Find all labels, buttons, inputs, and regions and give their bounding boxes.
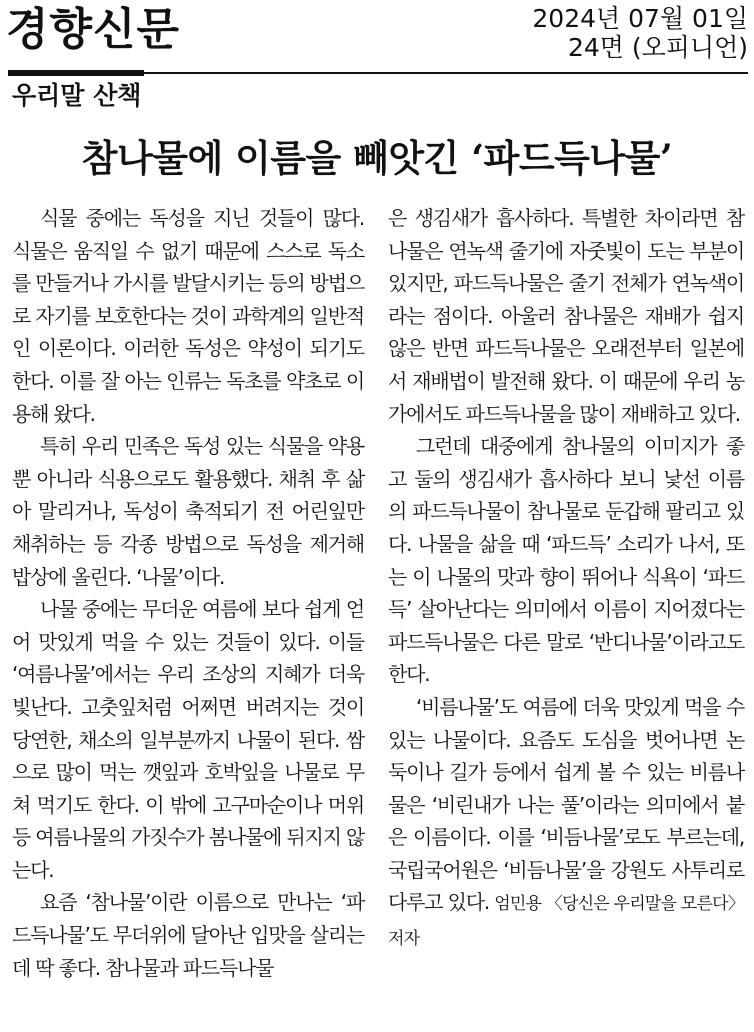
- paragraph: 나물 중에는 무더운 여름에 보다 쉽게 얻어 맛있게 먹을 수 있는 것들이 있다. 이들 ‘여름나물’에서는 우리 조상의 지혜가 더욱 빛난다. 고춧잎처럼 어쩌면 버려지는 것이 당연한, 채소의 일부분까지 나물이 된다. 쌈으로 많이 먹는 깻잎과 호박잎을 나물로 무쳐 먹기도 한다. 이 밖에 고구마순이나 머위 등 여름나물의 가짓수가 봄나물에 뒤지지 않는다.: [12, 597, 364, 882]
- author-byline: 엄민용 〈당신은 우리말을 모른다〉 저자: [388, 894, 744, 950]
- paragraph-text: ‘비름나물’도 여름에 더욱 맛있게 먹을 수 있는 나물이다. 요즘도 도심을 벗어나면 논둑이나 길가 등에서 쉽게 볼 수 있는 비름나물은 ‘비린내가 나는 풀’이라는 의미에서 붙은 이름이다. 이를 ‘비듬나물’로도 부르는데, 국립국어원은 ‘비듬나물’을 강원도 사투리로 다루고 있다.: [388, 694, 744, 915]
- paragraph: 그런데 대중에게 참나물의 이미지가 좋고 둘의 생김새가 흡사하다 보니 낯선 이름의 파드득나물이 참나물로 둔갑해 팔리고 있다. 나물을 삶을 때 ‘파드득’ 소리가 나서, 또는 이 나물의 맛과 향이 뛰어나 식욕이 ‘파드득’ 살아난다는 의미에서 이름이 지어졌다는 파드득나물은 다른 말로 ‘반디나물’이라고도 한다.: [388, 434, 744, 687]
- publication-date: 2024년 07월 01일: [532, 4, 748, 33]
- newspaper-logo: 경향신문: [6, 4, 181, 55]
- article-headline: 참나물에 이름을 빼앗긴 ‘파드득나물’: [81, 136, 673, 180]
- section-marker-bar: [8, 70, 144, 76]
- article-column-left: [12, 202, 364, 984]
- paragraph: 요즘 ‘참나물’이란 이름으로 만나는 ‘파드득나물’도 무더위에 달아난 입맛을 살리는 데 딱 좋다. 참나물과 파드득나물: [12, 890, 364, 980]
- paragraph: 식물 중에는 독성을 지닌 것들이 많다. 식물은 움직일 수 없기 때문에 스스로 독소를 만들거나 가시를 발달시키는 등의 방법으로 자기를 보호한다는 것이 과학계의 일반적인 이론이다. 이러한 독성은 약성이 되기도 한다. 이를 잘 아는 인류는 독초를 약초로 이용해 왔다.: [12, 206, 364, 426]
- section-title: 우리말 산책: [12, 81, 142, 110]
- page-number: 24면 (오피니언): [567, 33, 748, 62]
- masthead: [0, 0, 754, 70]
- paragraph: 특히 우리 민족은 독성 있는 식물을 약용뿐 아니라 식용으로도 활용했다. 채취 후 삶아 말리거나, 독성이 축적되기 전 어린잎만 채취하는 등 각종 방법으로 독성을 제거해 밥상에 올린다. ‘나물’이다.: [12, 434, 364, 589]
- article-column-right: [388, 202, 744, 956]
- dateline: [532, 4, 748, 62]
- paragraph: [388, 691, 744, 956]
- paragraph: 은 생김새가 흡사하다. 특별한 차이라면 참나물은 연녹색 줄기에 자줏빛이 도는 부분이 있지만, 파드득나물은 줄기 전체가 연녹색이라는 점이다. 아울러 참나물은 재배가 쉽지 않은 반면 파드득나물은 오래전부터 일본에서 재배법이 발전해 왔다. 이 때문에 우리 농가에서도 파드득나물을 많이 재배하고 있다.: [388, 206, 744, 426]
